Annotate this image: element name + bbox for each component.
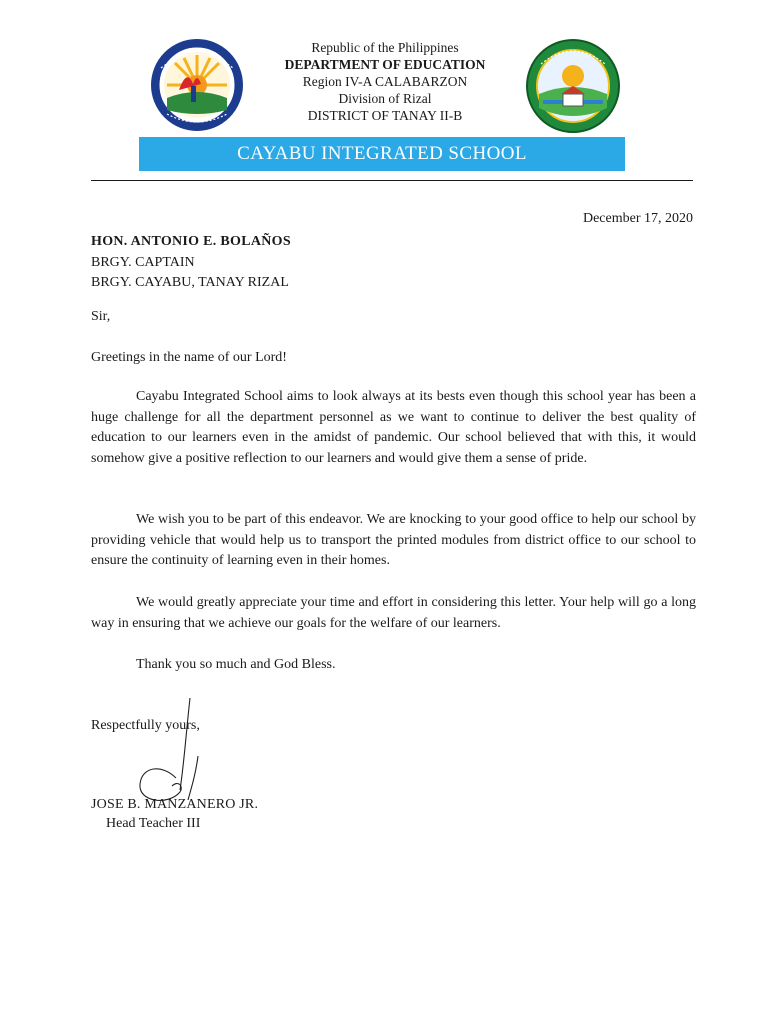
school-name-banner: [139, 137, 625, 171]
recipient-name: HON. ANTONIO E. BOLAÑOS: [91, 234, 291, 249]
thanks-line: Thank you so much and God Bless.: [136, 657, 336, 672]
district-line: DISTRICT OF TANAY II-B: [307, 107, 463, 123]
header-divider: [91, 180, 693, 181]
body-paragraph-3: We would greatly appreciate your time and effort in considering this letter. Your help will go a long way in ensuring that we achieve our goals for the welfare of our learners.: [91, 595, 696, 631]
deped-seal-icon: [147, 38, 247, 132]
school-seal-icon: [525, 38, 621, 134]
department-line: DEPARTMENT OF EDUCATION: [284, 56, 486, 72]
body-paragraph-1: Cayabu Integrated School aims to look always at its bests even though this school year has been a huge challenge for all the department personnel as we want to continue to deliver the best quality of education to our learners even in the amidst of pandemic. Our school believed that with this, it would somehow give a positive reflection to our learners and would give them a sense of pride.: [91, 389, 696, 466]
body-paragraph-2: We wish you to be part of this endeavor. We are knocking to your good office to help our school by providing vehicle that would help us to transport the printed modules from district office to our school to ensure the continuity of learning even in their homes.: [91, 512, 696, 569]
recipient-address: BRGY. CAYABU, TANAY RIZAL: [91, 275, 289, 290]
republic-line: Republic of the Philippines: [311, 40, 459, 55]
letter-date: December 17, 2020: [582, 211, 693, 226]
closing: Respectfully yours,: [91, 718, 200, 733]
salutation: Sir,: [91, 309, 111, 324]
school-name: CAYABU INTEGRATED SCHOOL: [237, 143, 527, 164]
letterhead-text: [250, 40, 520, 124]
signer-title: Head Teacher III: [106, 816, 201, 831]
signature-mark: [128, 694, 218, 812]
division-line: Division of Rizal: [338, 90, 432, 106]
greeting: Greetings in the name of our Lord!: [91, 350, 287, 365]
region-line: Region IV-A CALABARZON: [302, 73, 468, 89]
signer-name: JOSE B. MANZANERO JR.: [91, 797, 259, 812]
recipient-block: [91, 232, 291, 294]
recipient-position: BRGY. CAPTAIN: [91, 254, 195, 270]
